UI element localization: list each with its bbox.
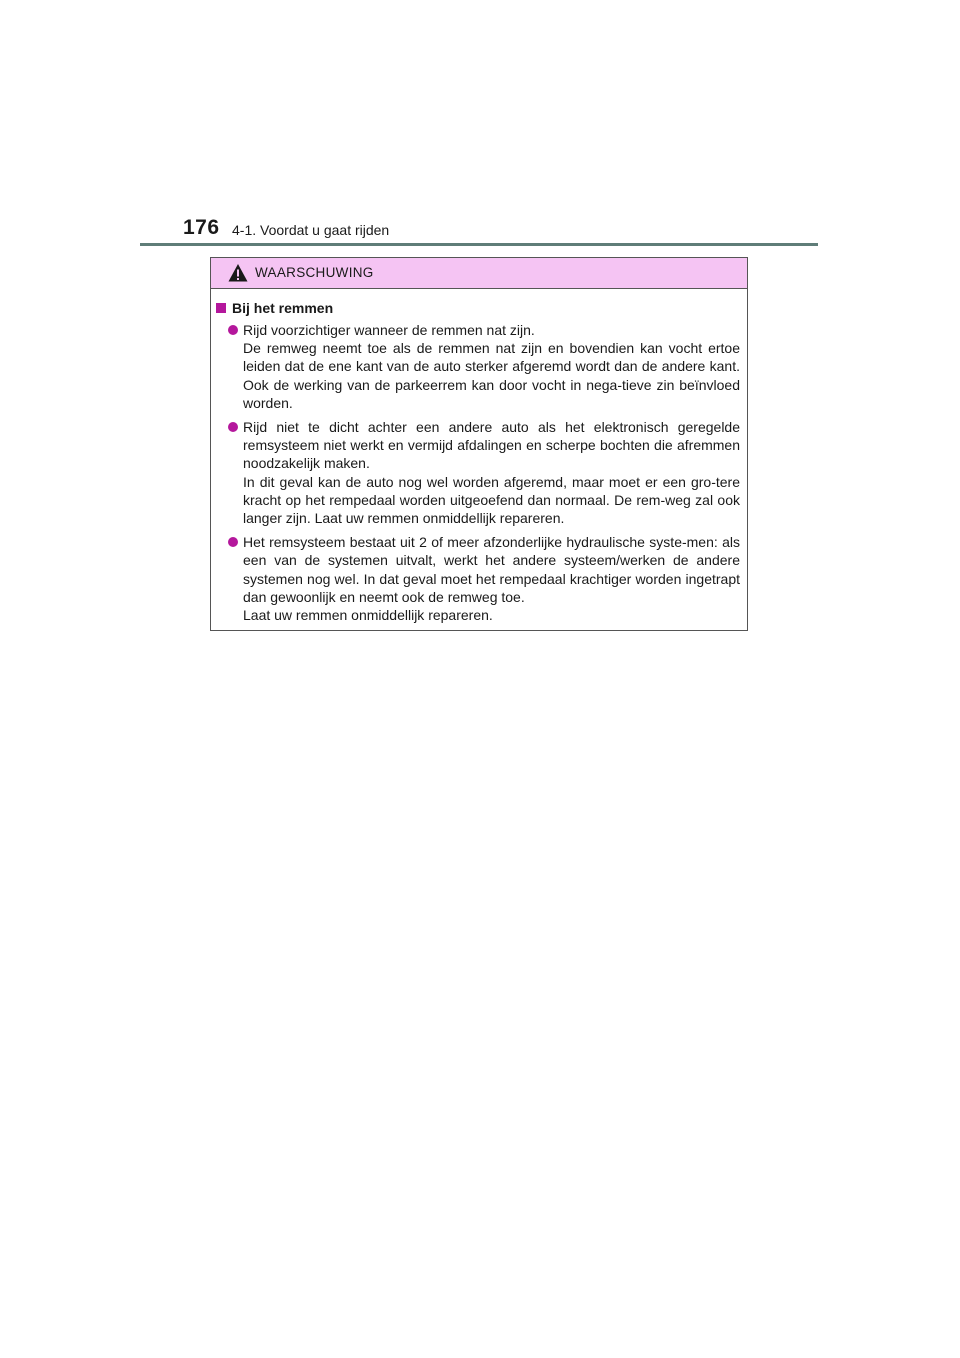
bullet-paragraph: Rijd niet te dicht achter een andere auto als het elektronisch geregelde remsysteem niet werkt en vermijd afdalingen en scherpe bochten die afremmen noodzakelijk maken. — [243, 419, 740, 472]
section-title: 4-1. Voordat u gaat rijden — [232, 222, 390, 238]
bullet-paragraph: Rijd voorzichtiger wanneer de remmen nat zijn. — [243, 322, 535, 338]
warning-header — [211, 258, 747, 289]
bullet-paragraph: De remweg neemt toe als de remmen nat zijn en bovendien kan vocht ertoe leiden dat de ene kant van de auto sterker afgeremd wordt dan de andere kant. Ook de werking van de parkeerrem kan door vocht in nega-tieve zin beïnvloed worden. — [243, 340, 740, 411]
bullet-paragraph: In dit geval kan de auto nog wel worden afgeremd, maar moet er een gro-tere kracht op het rempedaal worden uitgeoefend dan normaal. De rem-weg zal ook langer zijn. Laat uw remmen onmiddellijk repareren. — [243, 473, 740, 527]
subheading-text: Bij het remmen — [232, 300, 334, 316]
bullet-paragraph: Laat uw remmen onmiddellijk repareren. — [243, 607, 493, 624]
bullet-paragraph: Het remsysteem bestaat uit 2 of meer afzonderlijke hydraulische syste-men: als een van de systemen uitvalt, werkt het andere systeem/werken de andere systemen nog wel. In dat geval moet het rempedaal krachtiger worden ingetrapt dan gewoonlijk en neemt ook de remweg toe. — [243, 534, 740, 605]
warning-subheading — [216, 299, 740, 317]
bullet-text — [243, 321, 740, 412]
warning-triangle-icon — [228, 263, 248, 283]
bullet-item — [228, 533, 740, 624]
page-number: 176 — [183, 216, 220, 239]
warning-box — [210, 257, 748, 631]
bullet-item — [228, 418, 740, 527]
warning-body — [211, 299, 747, 630]
round-bullet-icon — [228, 537, 238, 547]
bullet-text — [243, 533, 740, 624]
round-bullet-icon — [228, 422, 238, 432]
round-bullet-icon — [228, 325, 238, 335]
warning-title: WAARSCHUWING — [255, 265, 374, 280]
bullet-text — [243, 418, 740, 527]
square-bullet-icon — [216, 303, 226, 313]
header-divider — [140, 243, 818, 246]
bullet-item — [228, 321, 740, 412]
